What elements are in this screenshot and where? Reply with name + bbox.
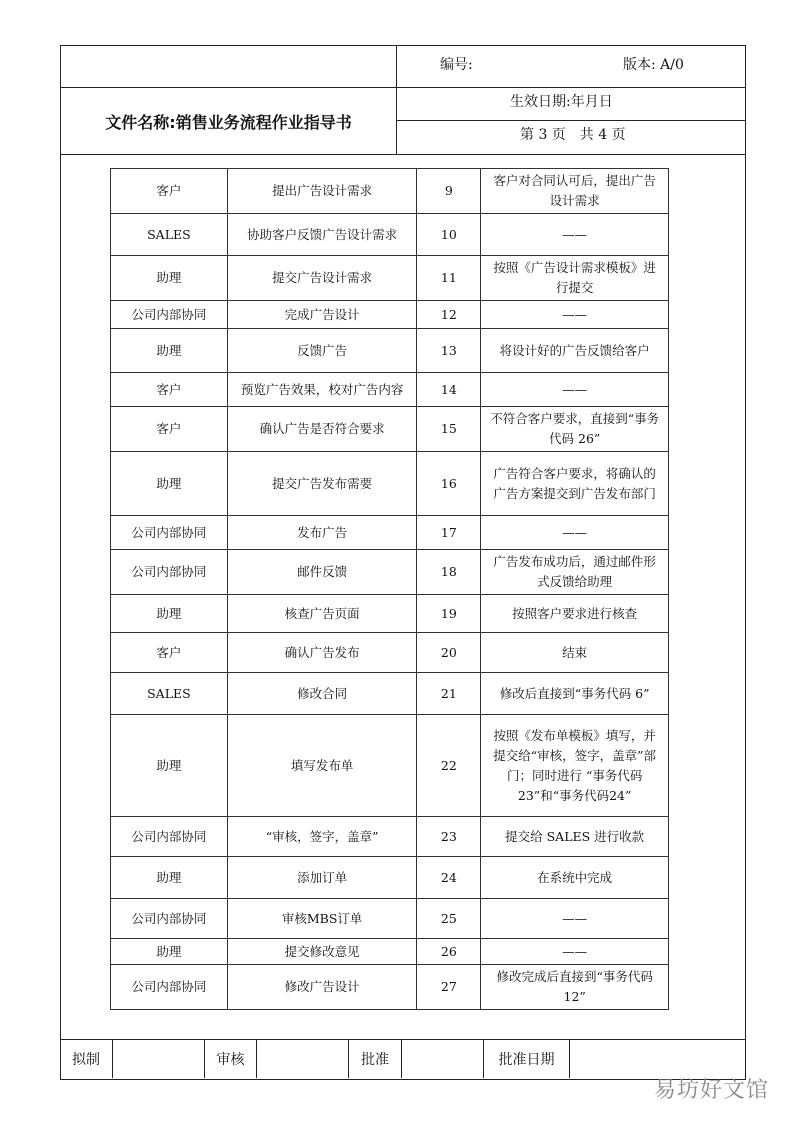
note-cell: —— bbox=[481, 939, 669, 965]
table-row bbox=[111, 550, 669, 595]
draft-value-cell bbox=[113, 1040, 205, 1078]
note-cell: 客户对合同认可后，提出广告设计需求 bbox=[481, 169, 669, 214]
table-row bbox=[111, 169, 669, 214]
action-cell: 完成广告设计 bbox=[227, 301, 417, 329]
note-cell: —— bbox=[481, 516, 669, 550]
role-cell: 公司内部协同 bbox=[111, 301, 228, 329]
note-cell: 按照《发布单模板》填写，并提交给“审核，签字，盖章”部门；同时进行 “事务代码23”和“事务代码24” bbox=[481, 715, 669, 817]
role-cell: 助理 bbox=[111, 715, 228, 817]
header-bottom-line bbox=[60, 154, 746, 155]
document-title-text: 文件名称:销售业务流程作业指导书 bbox=[105, 112, 352, 132]
page-info: 第 3 页 共 4 页 bbox=[520, 127, 626, 143]
note-cell: 按照《广告设计需求模板》进行提交 bbox=[481, 256, 669, 301]
action-cell: 提出广告设计需求 bbox=[227, 169, 417, 214]
doc-number-label: 编号: bbox=[440, 57, 473, 73]
note-cell: 将设计好的广告反馈给客户 bbox=[481, 329, 669, 373]
action-cell: 提交修改意见 bbox=[227, 939, 417, 965]
note-cell: 修改完成后直接到“事务代码 12” bbox=[481, 965, 669, 1010]
role-cell: 公司内部协同 bbox=[111, 550, 228, 595]
code-cell: 25 bbox=[417, 899, 481, 939]
role-cell: 客户 bbox=[111, 373, 228, 407]
table-row bbox=[111, 329, 669, 373]
note-cell: —— bbox=[481, 301, 669, 329]
note-cell: 修改后直接到“事务代码 6” bbox=[481, 673, 669, 715]
action-cell: 反馈广告 bbox=[227, 329, 417, 373]
code-cell: 12 bbox=[417, 301, 481, 329]
table-row bbox=[111, 633, 669, 673]
code-cell: 22 bbox=[417, 715, 481, 817]
role-cell: SALES bbox=[111, 214, 228, 256]
table-row bbox=[111, 715, 669, 817]
action-cell: 添加订单 bbox=[227, 857, 417, 899]
code-cell: 13 bbox=[417, 329, 481, 373]
action-cell: 提交广告设计需求 bbox=[227, 256, 417, 301]
role-cell: 助理 bbox=[111, 256, 228, 301]
role-cell: 助理 bbox=[111, 329, 228, 373]
table-row bbox=[111, 595, 669, 633]
action-cell: 修改广告设计 bbox=[227, 965, 417, 1010]
code-cell: 21 bbox=[417, 673, 481, 715]
role-cell: 助理 bbox=[111, 857, 228, 899]
table-row bbox=[111, 965, 669, 1010]
role-cell: 公司内部协同 bbox=[111, 817, 228, 857]
action-cell: 核查广告页面 bbox=[227, 595, 417, 633]
table-row bbox=[111, 214, 669, 256]
role-cell: 公司内部协同 bbox=[111, 965, 228, 1010]
action-cell: 修改合同 bbox=[227, 673, 417, 715]
role-cell: 客户 bbox=[111, 407, 228, 452]
table-row bbox=[111, 939, 669, 965]
table-row bbox=[111, 516, 669, 550]
version-label: 版本: A/0 bbox=[623, 57, 684, 73]
code-cell: 17 bbox=[417, 516, 481, 550]
approve-label: 批准 bbox=[349, 1040, 402, 1078]
draft-label: 拟制 bbox=[60, 1040, 113, 1078]
code-cell: 10 bbox=[417, 214, 481, 256]
note-cell: 在系统中完成 bbox=[481, 857, 669, 899]
code-cell: 18 bbox=[417, 550, 481, 595]
code-cell: 16 bbox=[417, 452, 481, 516]
note-cell: 按照客户要求进行核查 bbox=[481, 595, 669, 633]
table-row bbox=[111, 899, 669, 939]
note-cell: 不符合客户要求，直接到“事务代码 26” bbox=[481, 407, 669, 452]
approve-date-label: 批准日期 bbox=[484, 1040, 570, 1078]
table-row bbox=[111, 301, 669, 329]
approve-value-cell bbox=[402, 1040, 484, 1078]
table-row bbox=[111, 452, 669, 516]
action-cell: 协助客户反馈广告设计需求 bbox=[227, 214, 417, 256]
action-cell: 发布广告 bbox=[227, 516, 417, 550]
code-cell: 9 bbox=[417, 169, 481, 214]
table-row bbox=[111, 373, 669, 407]
role-cell: 助理 bbox=[111, 595, 228, 633]
role-cell: 公司内部协同 bbox=[111, 516, 228, 550]
table-row bbox=[111, 407, 669, 452]
note-cell: 广告发布成功后，通过邮件形式反馈给助理 bbox=[481, 550, 669, 595]
role-cell: 助理 bbox=[111, 939, 228, 965]
approval-footer bbox=[60, 1039, 746, 1079]
action-cell: 确认广告发布 bbox=[227, 633, 417, 673]
note-cell: 广告符合客户要求，将确认的广告方案提交到广告发布部门 bbox=[481, 452, 669, 516]
code-cell: 27 bbox=[417, 965, 481, 1010]
table-row bbox=[111, 857, 669, 899]
note-cell: —— bbox=[481, 373, 669, 407]
table-row bbox=[111, 817, 669, 857]
code-cell: 24 bbox=[417, 857, 481, 899]
header-divider-row2 bbox=[396, 120, 746, 121]
code-cell: 11 bbox=[417, 256, 481, 301]
role-cell: 助理 bbox=[111, 452, 228, 516]
review-label: 审核 bbox=[205, 1040, 257, 1078]
table-row bbox=[111, 673, 669, 715]
role-cell: 客户 bbox=[111, 633, 228, 673]
table-row bbox=[111, 256, 669, 301]
role-cell: 客户 bbox=[111, 169, 228, 214]
code-cell: 23 bbox=[417, 817, 481, 857]
note-cell: —— bbox=[481, 214, 669, 256]
code-cell: 20 bbox=[417, 633, 481, 673]
role-cell: 公司内部协同 bbox=[111, 899, 228, 939]
note-cell: 结束 bbox=[481, 633, 669, 673]
code-cell: 26 bbox=[417, 939, 481, 965]
watermark: 易坊好文馆 bbox=[653, 1078, 769, 1103]
action-cell: 填写发布单 bbox=[227, 715, 417, 817]
note-cell: 提交给 SALES 进行收款 bbox=[481, 817, 669, 857]
effective-date: 生效日期:年月日 bbox=[510, 94, 613, 110]
note-cell: —— bbox=[481, 899, 669, 939]
document-title bbox=[60, 88, 397, 154]
action-cell: 预览广告效果，校对广告内容 bbox=[227, 373, 417, 407]
code-cell: 15 bbox=[417, 407, 481, 452]
action-cell: 审核MBS订单 bbox=[227, 899, 417, 939]
action-cell: “审核，签字，盖章” bbox=[227, 817, 417, 857]
code-cell: 14 bbox=[417, 373, 481, 407]
action-cell: 提交广告发布需要 bbox=[227, 452, 417, 516]
action-cell: 确认广告是否符合要求 bbox=[227, 407, 417, 452]
code-cell: 19 bbox=[417, 595, 481, 633]
process-table bbox=[110, 168, 669, 1010]
action-cell: 邮件反馈 bbox=[227, 550, 417, 595]
review-value-cell bbox=[257, 1040, 349, 1078]
process-table-body bbox=[111, 169, 669, 1010]
role-cell: SALES bbox=[111, 673, 228, 715]
